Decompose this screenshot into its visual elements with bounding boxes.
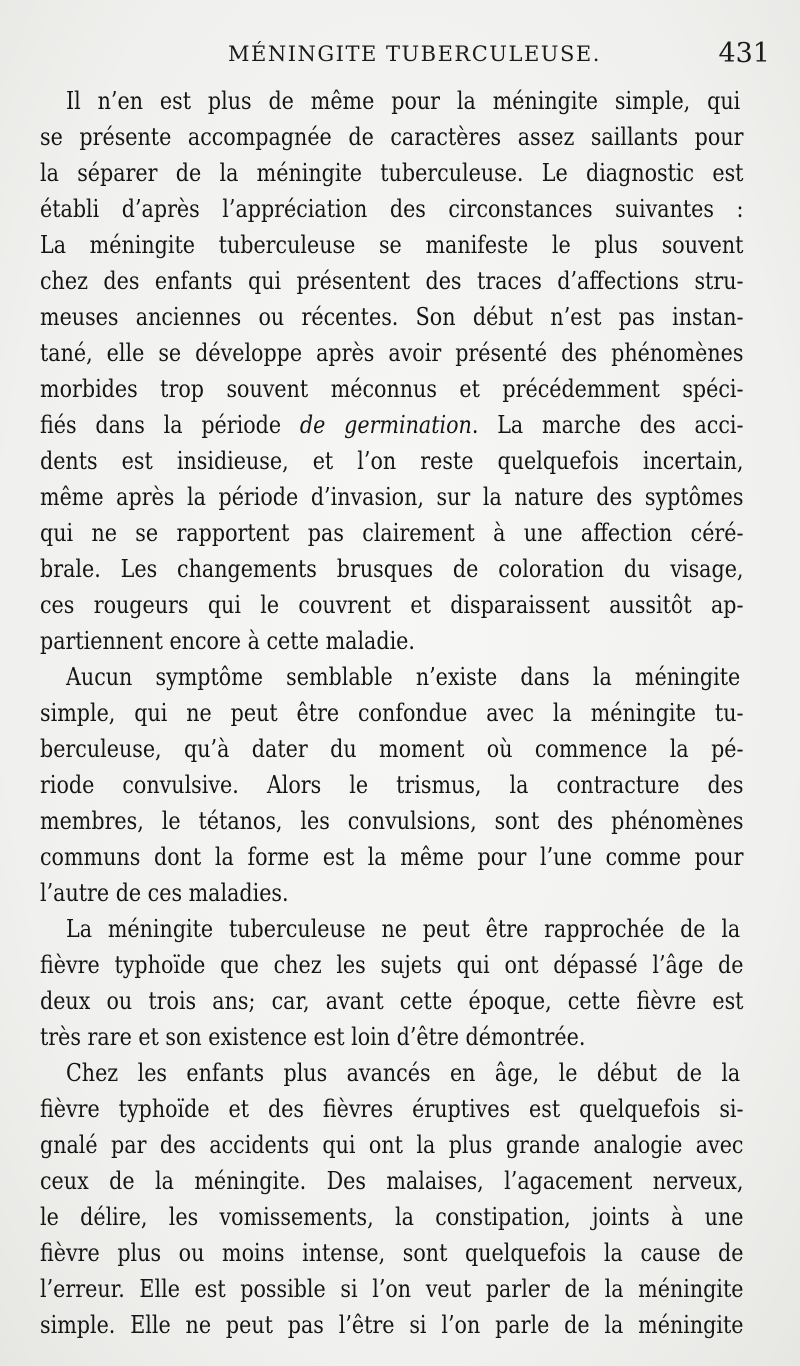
text-line: Aucun symptôme semblable n’existe dans la méningite xyxy=(66,663,741,691)
text-line: partiennent encore à cette maladie. xyxy=(40,627,415,655)
text-line: dents est insidieuse, et l’on reste quelquefois incertain, xyxy=(40,447,744,475)
text-line: fièvre typhoïde et des fièvres éruptives est quelquefois si- xyxy=(40,1095,744,1123)
text-line: communs dont la forme est la même pour l’une comme pour xyxy=(40,843,744,871)
text-line: membres, le tétanos, les convulsions, sont des phénomènes xyxy=(40,807,744,835)
page-header xyxy=(60,38,770,78)
italic-term: de germination xyxy=(299,411,472,439)
text-line: l’erreur. Elle est possible si l’on veut parler de la méningite xyxy=(40,1275,744,1303)
text-line: se présente accompagnée de caractères assez saillants pour xyxy=(40,123,744,151)
text-line: simple. Elle ne peut pas l’être si l’on parle de la méningite xyxy=(40,1311,744,1339)
text-line: La méningite tuberculeuse ne peut être rapprochée de la xyxy=(66,915,741,943)
text-line xyxy=(40,407,743,443)
text-line: fièvre plus ou moins intense, sont quelquefois la cause de xyxy=(40,1239,744,1267)
text-line: simple, qui ne peut être confondue avec la méningite tu- xyxy=(40,699,744,727)
text-line: Il n’en est plus de même pour la méningite simple, qui xyxy=(66,87,741,115)
text-line: qui ne se rapportent pas clairement à une affection céré- xyxy=(40,519,744,547)
text-line: fièvre typhoïde que chez les sujets qui ont dépassé l’âge de xyxy=(40,951,744,979)
text-line: deux ou trois ans; car, avant cette époque, cette fièvre est xyxy=(40,987,744,1015)
text-line: morbides trop souvent méconnus et précédemment spéci- xyxy=(40,375,744,403)
text-line: Chez les enfants plus avancés en âge, le début de la xyxy=(66,1059,741,1087)
text-line: riode convulsive. Alors le trismus, la contracture des xyxy=(40,771,744,799)
text-line: berculeuse, qu’à dater du moment où commence la pé- xyxy=(40,735,744,763)
text-line: le délire, les vomissements, la constipation, joints à une xyxy=(40,1203,744,1231)
text-line: ceux de la méningite. Des malaises, l’agacement nerveux, xyxy=(40,1167,744,1195)
text-line: meuses anciennes ou récentes. Son début n’est pas instan- xyxy=(40,303,744,331)
text-line: gnalé par des accidents qui ont la plus grande analogie avec xyxy=(40,1131,744,1159)
text-line: brale. Les changements brusques de coloration du visage, xyxy=(40,555,744,583)
running-title: MÉNINGITE TUBERCULEUSE. xyxy=(228,42,601,66)
text-line: très rare et son existence est loin d’être démontrée. xyxy=(40,1023,586,1051)
text-line: chez des enfants qui présentent des traces d’affections stru- xyxy=(40,267,744,295)
text-line: même après la période d’invasion, sur la nature des syptômes xyxy=(40,483,744,511)
page-number: 431 xyxy=(718,38,770,69)
text-line: La méningite tuberculeuse se manifeste le plus souvent xyxy=(40,231,744,259)
text-line: établi d’après l’appréciation des circonstances suivantes : xyxy=(40,195,744,223)
text-line: l’autre de ces maladies. xyxy=(40,879,289,907)
text-line: tané, elle se développe après avoir présenté des phénomènes xyxy=(40,339,744,367)
text-fragment: . La marche des acci- xyxy=(471,411,744,439)
text-line: ces rougeurs qui le couvrent et disparaissent aussitôt ap- xyxy=(40,591,744,619)
text-line: la séparer de la méningite tuberculeuse. Le diagnostic est xyxy=(40,159,744,187)
text-fragment: fiés dans la période xyxy=(40,411,300,439)
